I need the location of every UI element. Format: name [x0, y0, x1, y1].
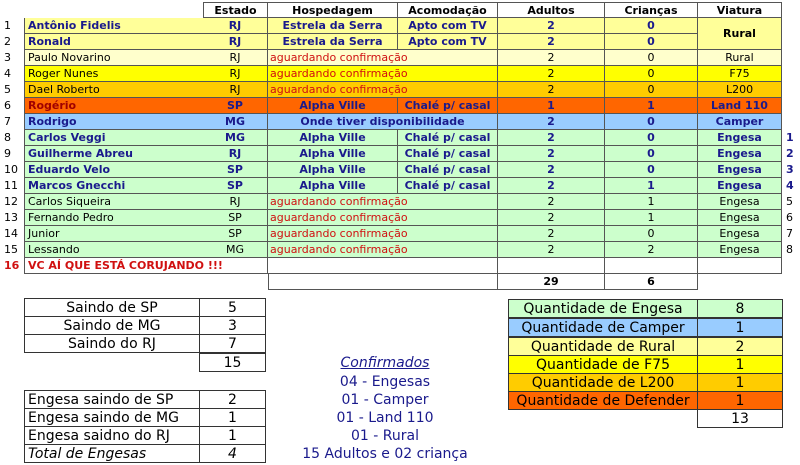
acom-cell: Apto com TV	[398, 34, 498, 50]
qtd-rural-label: Quantidade de Rural	[508, 337, 698, 356]
viatura-cell: L200	[698, 82, 782, 98]
row-number: 11	[4, 179, 18, 192]
row-number: 13	[4, 211, 18, 224]
acom-cell: Chalé p/ casal	[398, 178, 498, 194]
saindo-mg-value: 3	[199, 316, 266, 335]
viatura-cell: Engesa	[698, 210, 782, 226]
row-number: 14	[4, 227, 18, 240]
saindo-sp-label: Saindo de SP	[24, 298, 200, 317]
table-row	[0, 130, 800, 146]
estado-cell: RJ	[203, 146, 268, 162]
estado-cell: SP	[203, 162, 268, 178]
row-number: 5	[4, 83, 11, 96]
total-adultos: 29	[498, 274, 605, 290]
cri-cell: 0	[605, 18, 698, 34]
name-cell: Marcos Gnecchi	[24, 178, 242, 194]
viatura-cell: F75	[698, 66, 782, 82]
name-cell: Carlos Siqueira	[24, 194, 242, 210]
estado-cell: RJ	[203, 82, 268, 98]
viatura-cell: Engesa	[698, 178, 782, 194]
qtd-l200-label: Quantidade de L200	[508, 373, 698, 392]
hosp-cell: Alpha Ville	[268, 98, 398, 114]
viatura-cell: Camper	[698, 114, 782, 130]
table-row	[0, 242, 800, 258]
name-cell: Rodrigo	[24, 114, 242, 130]
viatura-cell: Engesa	[698, 130, 782, 146]
engesa-sp-value: 2	[199, 390, 266, 409]
qtd-l200-value: 1	[697, 373, 783, 392]
name-cell: Dael Roberto	[24, 82, 242, 98]
table-row	[0, 82, 800, 98]
qtd-engesa-label: Quantidade de Engesa	[508, 299, 698, 318]
viatura-cell: Engesa	[698, 226, 782, 242]
qtd-f75-label: Quantidade de F75	[508, 355, 698, 374]
table-row	[0, 210, 800, 226]
cri-cell: 0	[605, 226, 698, 242]
header-estado: Estado	[203, 2, 268, 18]
viatura-cell: Engesa	[698, 194, 782, 210]
engesa-rj-label: Engesa saidno do RJ	[24, 426, 200, 445]
engesa-sp-label: Engesa saindo de SP	[24, 390, 200, 409]
engesa-mg-value: 1	[199, 408, 266, 427]
estado-cell: RJ	[203, 18, 268, 34]
name-cell: Ronald	[24, 34, 242, 50]
hosp-cell: aguardando confirmação	[268, 82, 498, 98]
acom-cell: Chalé p/ casal	[398, 98, 498, 114]
viatura-cell: Land 110	[698, 98, 782, 114]
adult-cell: 2	[498, 130, 605, 146]
name-cell: Carlos Veggi	[24, 130, 242, 146]
viatura-cell: Engesa	[698, 242, 782, 258]
adult-cell: 2	[498, 162, 605, 178]
adult-cell: 2	[498, 210, 605, 226]
qtd-rural-value: 2	[697, 337, 783, 356]
name-cell: Lessando	[24, 242, 242, 258]
acom-cell: Chalé p/ casal	[398, 130, 498, 146]
table-row	[0, 258, 800, 274]
adult-cell: 2	[498, 114, 605, 130]
estado-cell: MG	[203, 114, 268, 130]
acom-cell: Apto com TV	[398, 18, 498, 34]
confirmados-line: 01 - Camper	[341, 392, 429, 408]
hosp-cell: Alpha Ville	[268, 178, 398, 194]
adult-cell: 1	[498, 98, 605, 114]
table-row	[0, 34, 800, 50]
qtd-engesa-value: 8	[697, 299, 783, 318]
engesa-total-value: 4	[199, 444, 266, 463]
empty-cell	[268, 258, 498, 274]
cri-cell: 1	[605, 194, 698, 210]
viatura-cell: Rural	[698, 50, 782, 66]
row-number: 7	[4, 115, 11, 128]
confirmados-title: Confirmados	[340, 355, 430, 371]
estado-cell: RJ	[203, 34, 268, 50]
cri-cell: 0	[605, 50, 698, 66]
estado-cell: SP	[203, 98, 268, 114]
engesa-mg-label: Engesa saindo de MG	[24, 408, 200, 427]
header-adultos: Adultos	[498, 2, 605, 18]
row-number: 1	[4, 19, 11, 32]
header-viatura: Viatura	[698, 2, 782, 18]
row-number: 6	[4, 99, 11, 112]
saindo-rj-value: 7	[199, 334, 266, 353]
cri-cell: 0	[605, 82, 698, 98]
qtd-f75-value: 1	[697, 355, 783, 374]
engesa-index: 5	[786, 195, 793, 208]
engesa-index: 7	[786, 227, 793, 240]
hosp-cell: aguardando confirmação	[268, 210, 498, 226]
qtd-camper-label: Quantidade de Camper	[508, 318, 698, 337]
cri-cell: 1	[605, 98, 698, 114]
hosp-cell: Onde tiver disponibilidade	[268, 114, 498, 130]
hosp-cell: aguardando confirmação	[268, 50, 498, 66]
confirmados-line: 01 - Land 110	[336, 410, 434, 426]
saindo-total-value: 15	[199, 353, 266, 372]
table-row	[0, 162, 800, 178]
estado-cell: RJ	[203, 194, 268, 210]
hosp-cell: Alpha Ville	[268, 130, 398, 146]
row-number: 15	[4, 243, 18, 256]
cri-cell: 1	[605, 210, 698, 226]
name-cell: VC AÍ QUE ESTÁ CORUJANDO !!!	[24, 258, 268, 274]
confirmados-line: 15 Adultos e 02 criança	[302, 446, 468, 462]
header-hospedagem: Hospedagem	[268, 2, 398, 18]
estado-cell: RJ	[203, 50, 268, 66]
hosp-cell: Estrela da Serra	[268, 34, 398, 50]
row-number: 9	[4, 147, 11, 160]
table-row	[0, 66, 800, 82]
estado-cell: MG	[203, 130, 268, 146]
table-row	[0, 18, 800, 40]
viatura-cell: Engesa	[698, 162, 782, 178]
cri-cell: 0	[605, 66, 698, 82]
row-number: 16	[4, 259, 20, 272]
hosp-cell: Alpha Ville	[268, 162, 398, 178]
engesa-index: 4	[786, 179, 794, 192]
engesa-index: 6	[786, 211, 793, 224]
row-number: 8	[4, 131, 11, 144]
saindo-sp-value: 5	[199, 298, 266, 317]
engesa-rj-value: 1	[199, 426, 266, 445]
viatura-cell: Engesa	[698, 146, 782, 162]
adult-cell: 2	[498, 242, 605, 258]
estado-cell: SP	[203, 210, 268, 226]
adult-cell: 2	[498, 194, 605, 210]
hosp-cell: Estrela da Serra	[268, 18, 398, 34]
table-row	[0, 98, 800, 114]
confirmados-line: 04 - Engesas	[339, 374, 431, 390]
name-cell: Paulo Novarino	[24, 50, 242, 66]
estado-cell: SP	[203, 226, 268, 242]
cri-cell: 2	[605, 242, 698, 258]
total-criancas: 6	[605, 274, 698, 290]
empty-cell	[698, 258, 782, 274]
hosp-cell: aguardando confirmação	[268, 226, 498, 242]
hosp-cell: aguardando confirmação	[268, 66, 498, 82]
confirmados-line: 01 - Rural	[351, 428, 419, 444]
cri-cell: 0	[605, 114, 698, 130]
adult-cell: 2	[498, 146, 605, 162]
hosp-cell: Alpha Ville	[268, 146, 398, 162]
name-cell: Junior	[24, 226, 242, 242]
estado-cell: RJ	[203, 66, 268, 82]
engesa-index: 3	[786, 163, 794, 176]
hosp-cell: aguardando confirmação	[268, 242, 498, 258]
table-row	[0, 226, 800, 242]
name-cell: Antônio Fidelis	[24, 18, 242, 34]
table-row	[0, 50, 800, 66]
name-cell: Guilherme Abreu	[24, 146, 242, 162]
empty-cell	[605, 258, 698, 274]
qtd-defender-value: 1	[697, 391, 783, 410]
name-cell: Roger Nunes	[24, 66, 242, 82]
qtd-defender-label: Quantidade de Defender	[508, 391, 698, 410]
qtd-camper-value: 1	[697, 318, 783, 337]
acom-cell: Chalé p/ casal	[398, 146, 498, 162]
row-number: 10	[4, 163, 18, 176]
engesa-total-label: Total de Engesas	[24, 444, 200, 463]
header-criancas: Crianças	[605, 2, 698, 18]
viatura-cell: Rural	[698, 18, 782, 50]
cri-cell: 0	[605, 130, 698, 146]
cri-cell: 0	[605, 34, 698, 50]
row-number: 2	[4, 35, 11, 48]
table-row	[0, 178, 800, 194]
hosp-cell: aguardando confirmação	[268, 194, 498, 210]
adult-cell: 2	[498, 178, 605, 194]
saindo-mg-label: Saindo de MG	[24, 316, 200, 335]
table-row	[0, 114, 800, 130]
name-cell: Eduardo Velo	[24, 162, 242, 178]
adult-cell: 2	[498, 18, 605, 34]
adult-cell: 2	[498, 226, 605, 242]
saindo-rj-label: Saindo do RJ	[24, 334, 200, 353]
adult-cell: 2	[498, 34, 605, 50]
adult-cell: 2	[498, 50, 605, 66]
engesa-index: 1	[786, 131, 794, 144]
table-row	[0, 146, 800, 162]
table-row	[0, 194, 800, 210]
header-acomodacao: Acomodação	[398, 2, 498, 18]
engesa-index: 8	[786, 243, 793, 256]
adult-cell: 2	[498, 66, 605, 82]
adult-cell: 2	[498, 82, 605, 98]
cri-cell: 1	[605, 178, 698, 194]
engesa-index: 2	[786, 147, 794, 160]
row-number: 12	[4, 195, 18, 208]
row-number: 3	[4, 51, 11, 64]
estado-cell: SP	[203, 178, 268, 194]
qtd-total-value: 13	[697, 409, 783, 428]
cri-cell: 0	[605, 162, 698, 178]
acom-cell: Chalé p/ casal	[398, 162, 498, 178]
name-cell: Fernando Pedro	[24, 210, 242, 226]
name-cell: Rogério	[24, 98, 242, 114]
empty-cell	[498, 258, 605, 274]
empty-cell	[268, 274, 498, 290]
totals-row	[0, 274, 800, 290]
cri-cell: 0	[605, 146, 698, 162]
row-number: 4	[4, 67, 11, 80]
estado-cell: MG	[203, 242, 268, 258]
